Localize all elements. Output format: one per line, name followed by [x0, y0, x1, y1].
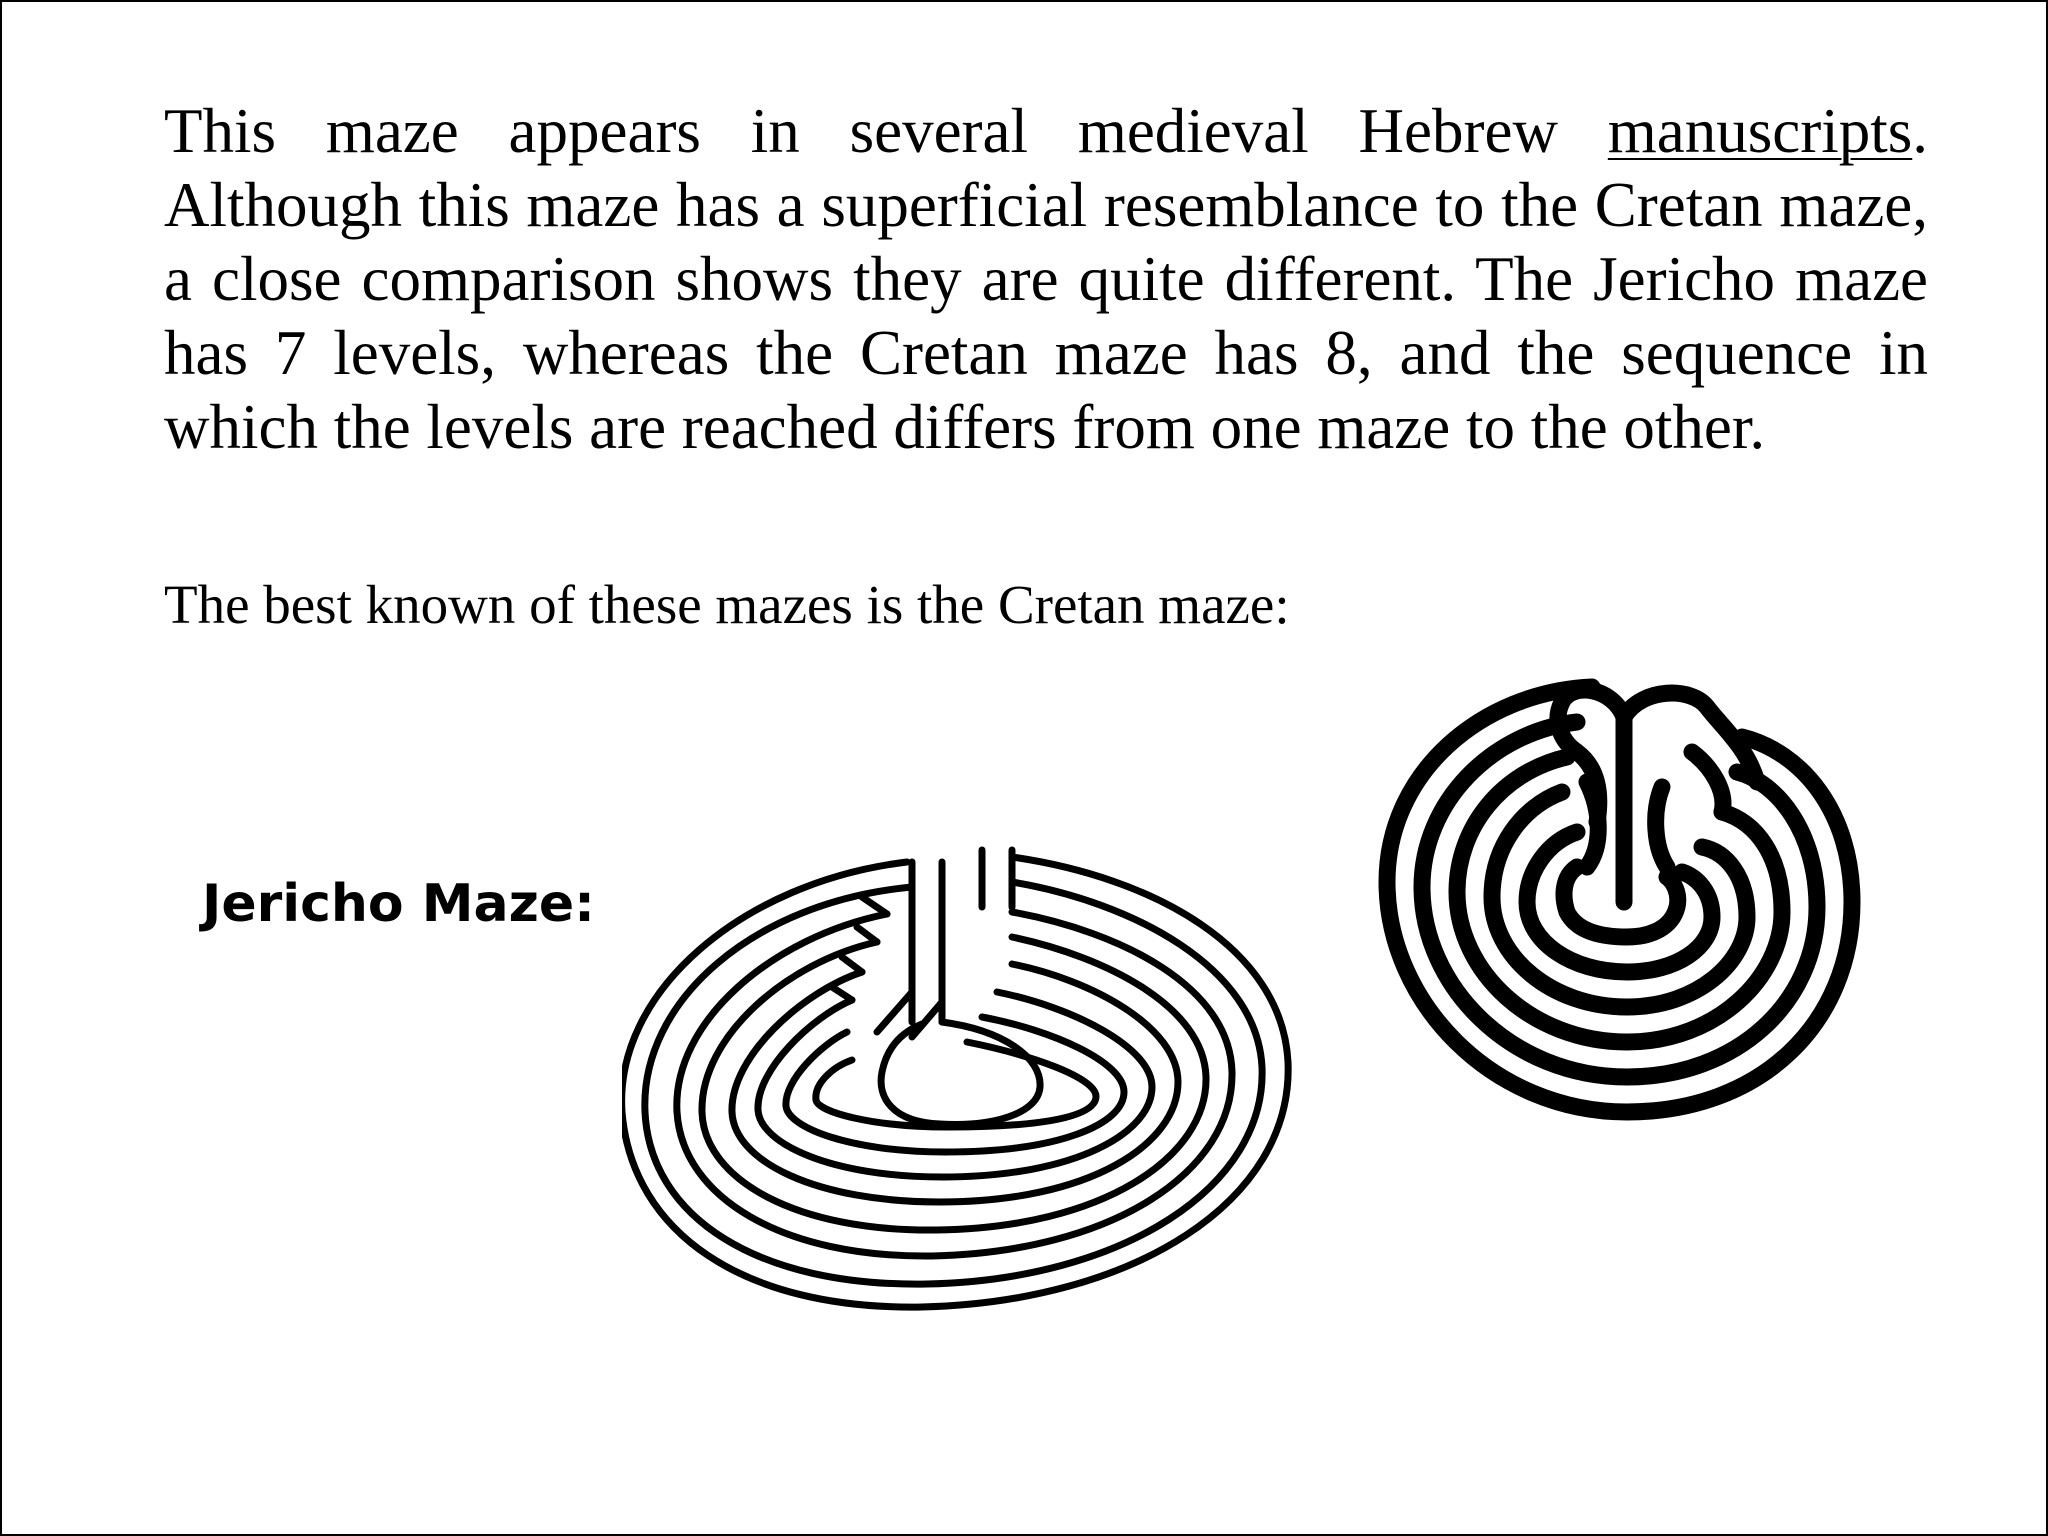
manuscripts-link[interactable]: manuscripts: [1607, 96, 1913, 166]
paragraph-text-start: This maze appears in several medieval Hebrew: [164, 96, 1608, 166]
jericho-connector-3: [842, 957, 862, 972]
jericho-wall-ring-4b: [816, 1042, 1096, 1127]
paragraph-text-end: . Although this maze has a superficial resemblance to the Cretan maze, a close comparison shows they are quite different. The Jericho maze has 7 levels, whereas the Cretan maze has 8, and the sequence in which the levels are reached differs from one maze to the other.: [164, 96, 1928, 462]
cretan-hook-inner-right: [1656, 787, 1667, 867]
jericho-maze-label: Jericho Maze:: [202, 874, 595, 934]
cretan-maze-figure: [1362, 662, 1882, 1142]
jericho-connector-6: [912, 1002, 942, 1037]
jericho-center: [881, 1022, 1040, 1124]
jericho-wall-ring-4: [786, 1017, 1124, 1152]
jericho-connector-4: [832, 987, 852, 1000]
jericho-connector-1: [862, 897, 887, 914]
cretan-intro-text: The best known of these mazes is the Cretan maze:: [164, 574, 1290, 635]
cretan-hook-outer-right: [1692, 752, 1723, 812]
jericho-connector-2: [857, 927, 877, 942]
jericho-maze-figure: [622, 832, 1342, 1332]
cretan-hook-inner-left: [1587, 782, 1598, 867]
main-paragraph: [164, 94, 1928, 464]
jericho-connector-5: [877, 992, 912, 1032]
jericho-wall-ring-3: [732, 964, 1178, 1202]
jericho-wall-ring-2b: [702, 937, 1206, 1230]
